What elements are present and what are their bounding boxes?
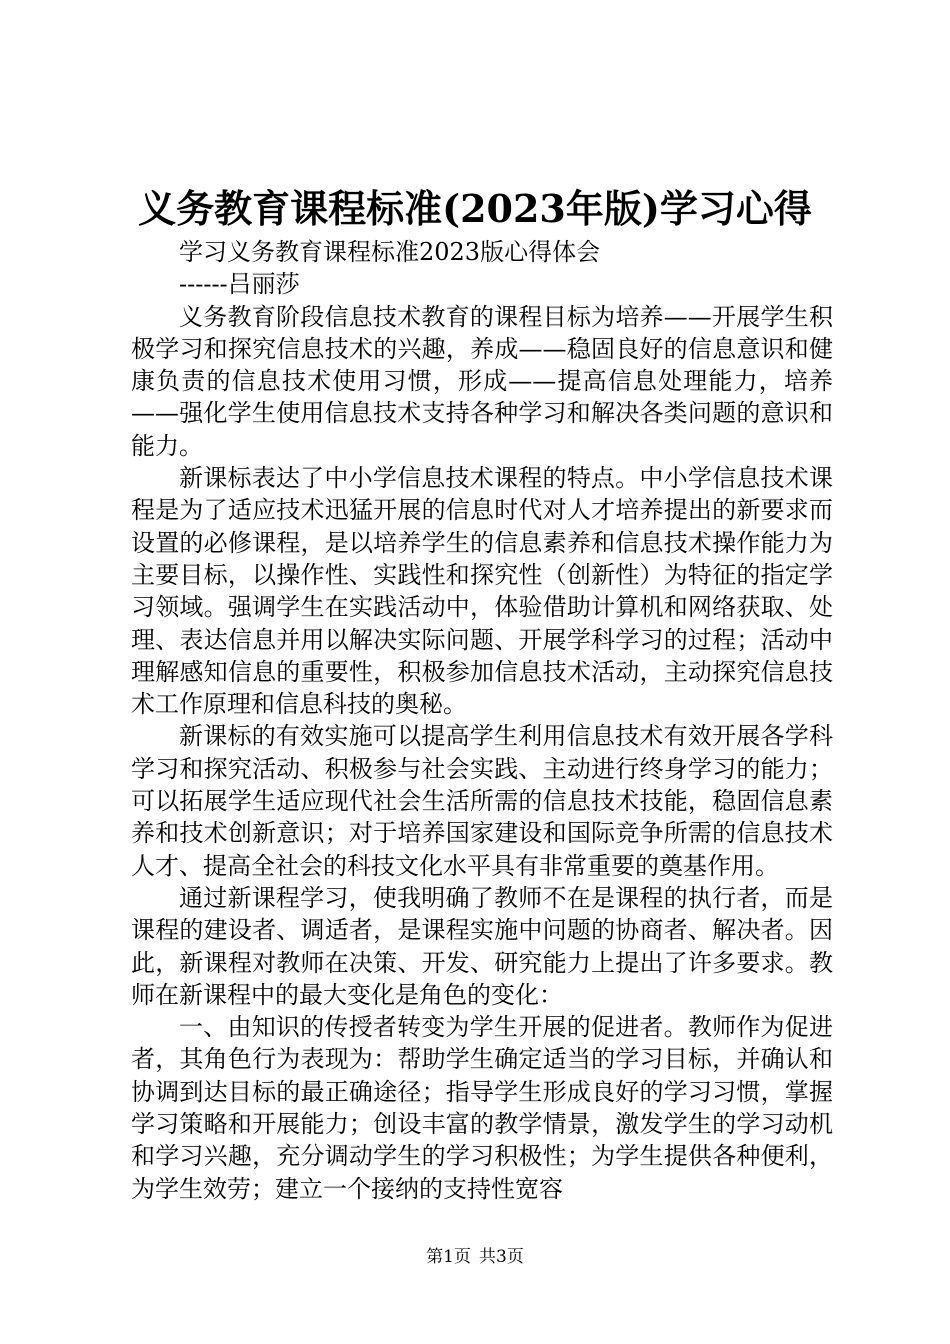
document-subtitle: 学习义务教育课程标准2023版心得体会 <box>179 238 601 266</box>
paragraph-1: 义务教育阶段信息技术教育的课程目标为培养——开展学生积极学习和探究信息技术的兴趣，养成——稳固良好的信息意识和健康负责的信息技术使用习惯，形成——提高信息处理能力，培养——强化学生使用信息技术支持各种学习和解决各类问题的意识和能力。 <box>131 302 833 460</box>
document-title: 义务教育课程标准(2023年版)学习心得 <box>138 186 812 231</box>
page-number: 第1页 <box>426 1247 471 1267</box>
page-total: 共3页 <box>479 1247 524 1267</box>
paragraph-2: 新课标表达了中小学信息技术课程的特点。中小学信息技术课程是为了适应技术迅猛开展的信息时代对人才培养提出的新要求而设置的必修课程，是以培养学生的信息素养和信息技术操作能力为主要目标，以操作性、实践性和探究性（创新性）为特征的指定学习领域。强调学生在实践活动中，体验借助计算机和网络获取、处理、表达信息并用以解决实际问题、开展学科学习的过程；活动中理解感知信息的重要性，积极参加信息技术活动，主动探究信息技术工作原理和信息科技的奥秘。 <box>131 464 833 719</box>
author-line: ------吕丽莎 <box>179 270 300 299</box>
paragraph-3: 新课标的有效实施可以提高学生利用信息技术有效开展各学科学习和探究活动、积极参与社会实践、主动进行终身学习的能力；可以拓展学生适应现代社会生活所需的信息技术技能，稳固信息素养和技术创新意识；对于培养国家建设和国际竞争所需的信息技术人才、提高全社会的科技文化水平具有非常重要的奠基作用。 <box>131 722 833 880</box>
paragraph-4: 通过新课程学习，使我明确了教师不在是课程的执行者，而是课程的建设者、调适者，是课程实施中问题的协商者、解决者。因此，新课程对教师在决策、开发、研究能力上提出了许多要求。教师在新课程中的最大变化是角色的变化： <box>131 883 833 1009</box>
paragraph-5: 一、由知识的传授者转变为学生开展的促进者。教师作为促进者，其角色行为表现为：帮助学生确定适当的学习目标，并确认和协调到达目标的最正确途径；指导学生形成良好的学习习惯，掌握学习策略和开展能力；创设丰富的教学情景，激发学生的学习动机和学习兴趣，充分调动学生的学习积极性；为学生提供各种便利，为学生效劳；建立一个接纳的支持性宽容 <box>131 1013 833 1203</box>
document-body <box>131 236 833 1205</box>
page-footer <box>0 1246 950 1268</box>
